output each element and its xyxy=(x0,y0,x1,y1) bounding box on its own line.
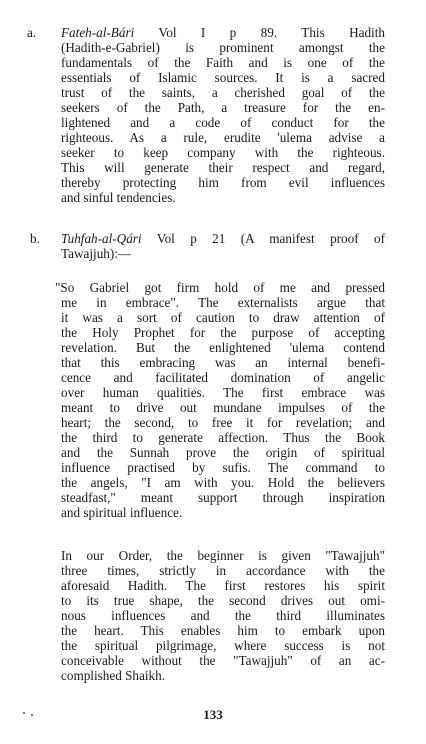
note-a-line: and sinful tendencies. xyxy=(61,190,176,205)
order-paragraph-line: three times, strictly in accordance with the xyxy=(61,563,385,578)
note-a-line: righteous. As a rule, erudite 'ulema advise a xyxy=(61,130,385,145)
note-a-line: seeker to keep company with the righteous. xyxy=(61,145,385,160)
page-number: 133 xyxy=(203,707,223,722)
source-title: Tuhfah-al-Qári xyxy=(61,231,142,246)
quote-line: meant to drive out mundane impulses of the xyxy=(61,400,385,415)
note-a-line: fundamentals of the Faith and is one of the xyxy=(61,55,385,70)
note-a-line: thereby protecting him from evil influences xyxy=(61,175,385,190)
note-a-line: trust of the saints, a cherished goal of the xyxy=(61,85,385,100)
note-a-line: This will generate their respect and regard, xyxy=(61,160,385,175)
note-a-marker: a. xyxy=(27,25,37,40)
order-paragraph-line: to its true shape, the second drives out omi- xyxy=(61,593,385,608)
note-a-line: essentials of Islamic sources. It is a sacred xyxy=(61,70,385,85)
quote-line: heart; the second, to free it for revelation; and xyxy=(61,415,385,430)
note-b-marker: b. xyxy=(30,231,40,246)
scan-speck xyxy=(31,714,33,716)
quote-line: cence and facilitated domination of angelic xyxy=(61,370,385,385)
source-title: Fateh-al-Bári xyxy=(61,25,135,40)
note-a-line: (Hadith-e-Gabriel) is prominent amongst the xyxy=(61,40,385,55)
quote-line: revelation. But the enlightened 'ulema contend xyxy=(61,340,385,355)
quote-line: and spiritual influence. xyxy=(61,505,183,520)
quote-line: me in embrace". The externalists argue that xyxy=(61,295,385,310)
quote-line: the angels, "I am with you. Hold the believers xyxy=(61,475,385,490)
order-paragraph-line: conceivable without the "Tawajjuh" of an ac- xyxy=(61,653,385,668)
quote-line: influence practised by sufis. The command to xyxy=(61,460,385,475)
quote-line: that this embracing was an internal benefi- xyxy=(61,355,385,370)
note-a-line: lightened and a code of conduct for the xyxy=(61,115,385,130)
order-paragraph-line: complished Shaikh. xyxy=(61,668,166,683)
quote-line: and the Sunnah prove the origin of spiritual xyxy=(61,445,385,460)
scan-speck xyxy=(23,712,25,714)
quote-line: "So Gabriel got firm hold of me and pressed xyxy=(55,280,385,295)
quote-line: over human qualities. The first embrace was xyxy=(61,385,385,400)
order-paragraph-line: the spiritual pilgrimage, where success is not xyxy=(61,638,385,653)
order-paragraph-line: the heart. This enables him to embark upon xyxy=(61,623,385,638)
note-a-line: Fateh-al-Bári Vol I p 89. This Hadith xyxy=(61,25,385,40)
note-b-line: Tawajjuh):— xyxy=(61,246,132,261)
quote-line: the Holy Prophet for the purpose of accepting xyxy=(61,325,385,340)
quote-line: it was a sort of caution to draw attention of xyxy=(61,310,385,325)
order-paragraph-line: aforesaid Hadith. The first restores his spirit xyxy=(61,578,385,593)
note-a-line: seekers of the Path, a treasure for the en- xyxy=(61,100,385,115)
order-paragraph-line: In our Order, the beginner is given "Tawajjuh" xyxy=(61,548,385,563)
note-b-line: Tuhfah-al-Qári Vol p 21 (A manifest proof of xyxy=(61,231,385,246)
order-paragraph-line: nous influences and the third illuminates xyxy=(61,608,385,623)
quote-line: the third to generate affection. Thus the Book xyxy=(61,430,385,445)
quote-line: steadfast," meant support through inspiration xyxy=(61,490,385,505)
